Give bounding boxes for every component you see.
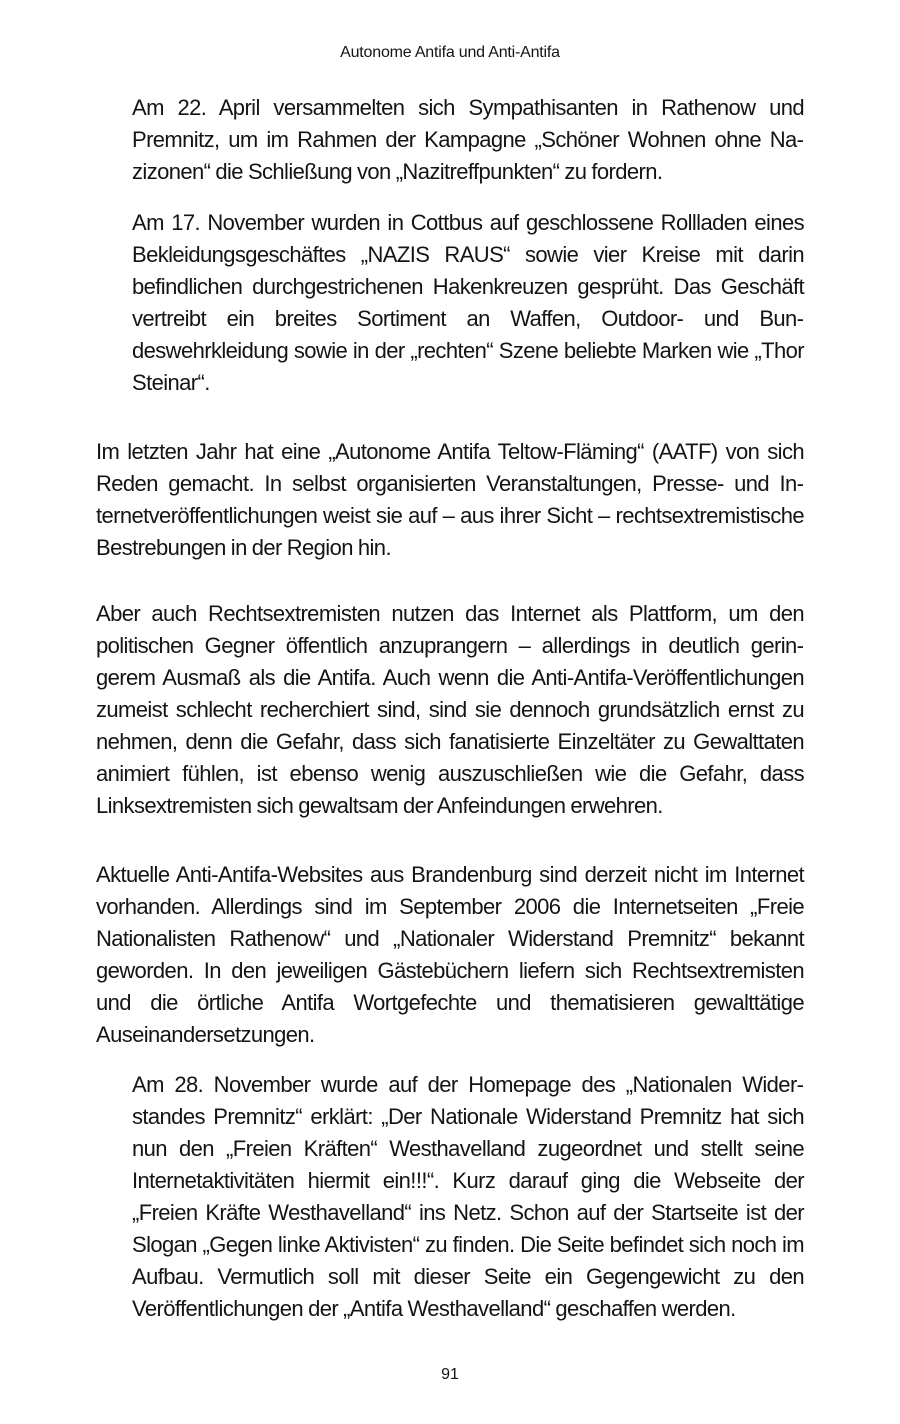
page-number: 91	[441, 1366, 459, 1383]
paragraph-quote-rathenow-premnitz: Am 22. April versammelten sich Sympathisanten in Rathenow und Premnitz, um im Rahmen der Kampagne „Schöner Wohnen ohne Nazizonen“ die Schließung von „Nazitreffpunkten“ zu fordern.	[132, 95, 804, 184]
paragraph-quote-premnitz-homepage: Am 28. November wurde auf der Homepage des „Nationalen Widerstandes Premnitz“ erklärt: „Der Nationale Widerstand Premnitz hat sich nun den „Freien Kräften“ Westhavelland zugeordnet und stellt seine Internetaktivitäten hiermit ein!!!“. Kurz darauf ging die Webseite der „Freien Kräfte Westhavelland“ ins Netz. Schon auf der Startseite ist der Slogan „Gegen linke Aktivisten“ zu finden. Die Seite befindet sich noch im Aufbau. Vermutlich soll mit dieser Seite ein Gegengewicht zu den Veröffentlichungen der „Antifa Westhavelland“ geschaffen werden.	[132, 1072, 804, 1321]
paragraph-quote-cottbus: Am 17. November wurden in Cottbus auf geschlossene Rollladen eines Bekleidungsgeschäftes „NAZIS RAUS“ sowie vier Kreise mit darin befindlichen durchgestrichenen Hakenkreuzen gesprüht. Das Geschäft vertreibt ein breites Sortiment an Waffen, Outdoor- und Bundeswehrkleidung sowie in der „rechten“ Szene beliebte Marken wie „Thor Steinar“.	[132, 210, 804, 395]
paragraph-rechtsextremisten-internet: Aber auch Rechtsextremisten nutzen das Internet als Plattform, um den politischen Gegner öffentlich anzuprangern – allerdings in deutlich geringerem Ausmaß als die Antifa. Auch wenn die Anti-Antifa-Veröffentlichungen zumeist schlecht recherchiert sind, sind sie dennoch grundsätzlich ernst zu nehmen, denn die Gefahr, dass sich fanatisierte Einzeltäter zu Gewalttaten animiert fühlen, ist ebenso wenig auszuschließen wie die Gefahr, dass Linksextremisten sich gewaltsam der Anfeindungen erwehren.	[96, 601, 804, 818]
paragraph-anti-antifa-websites: Aktuelle Anti-Antifa-Websites aus Brandenburg sind derzeit nicht im Internet vorhanden. Allerdings sind im September 2006 die Internetseiten „Freie Nationalisten Rathenow“ und „Nationaler Widerstand Premnitz“ bekannt geworden. In den jeweiligen Gästebüchern liefern sich Rechtsextremisten und die örtliche Antifa Wortgefechte und thematisieren gewalttätige Auseinandersetzungen.	[96, 862, 804, 1047]
paragraph-aatf: Im letzten Jahr hat eine „Autonome Antifa Teltow-Fläming“ (AATF) von sich Reden gemacht. In selbst organisierten Veranstaltungen, Presse- und Internetveröffentlichungen weist sie auf – aus ihrer Sicht – rechtsextremistische Bestrebungen in der Region hin.	[96, 439, 804, 560]
running-header: Autonome Antifa und Anti-Antifa	[340, 44, 560, 61]
